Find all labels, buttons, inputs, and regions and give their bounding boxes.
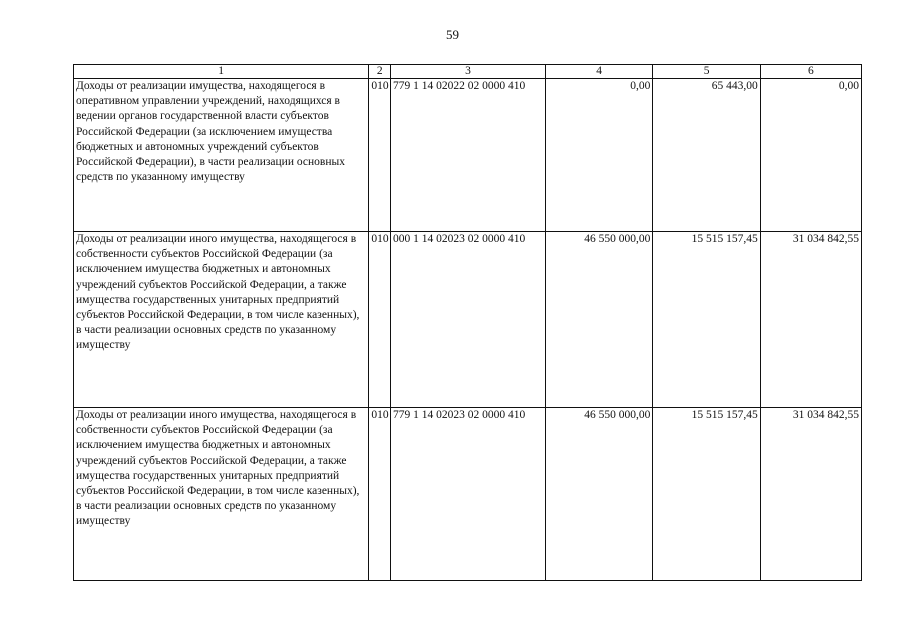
approved-amount: 0,00 [545,79,652,232]
column-header-2: 2 [369,65,391,79]
income-description: Доходы от реализации иного имущества, находящегося в собственности субъектов Российской Федерации (за исключением имущества бюджетных и автономных учреждений субъектов Российской Федерации, а также имущества государственных унитарных предприятий субъектов Российской Федерации, в том числе казенных), в части реализации основных средств по указанному имуществу [74,408,369,581]
column-header-1: 1 [74,65,369,79]
table-row [74,79,862,232]
approved-amount: 46 550 000,00 [545,408,652,581]
income-description: Доходы от реализации иного имущества, находящегося в собственности субъектов Российской Федерации (за исключением имущества бюджетных и автономных учреждений субъектов Российской Федерации, а также имущества государственных унитарных предприятий субъектов Российской Федерации, в том числе казенных), в части реализации основных средств по указанному имуществу [74,232,369,408]
line-code: 010 [369,79,391,232]
line-code: 010 [369,232,391,408]
column-header-5: 5 [653,65,760,79]
executed-amount: 65 443,00 [653,79,760,232]
budget-classification-code: 779 1 14 02022 02 0000 410 [391,79,546,232]
approved-amount: 46 550 000,00 [545,232,652,408]
executed-amount: 15 515 157,45 [653,408,760,581]
budget-classification-code: 000 1 14 02023 02 0000 410 [391,232,546,408]
unexecuted-amount: 31 034 842,55 [760,408,861,581]
column-header-4: 4 [545,65,652,79]
column-header-3: 3 [391,65,546,79]
table-row [74,232,862,408]
report-table [73,64,862,581]
executed-amount: 15 515 157,45 [653,232,760,408]
column-header-6: 6 [760,65,861,79]
line-code: 010 [369,408,391,581]
table-row [74,408,862,581]
column-number-row [74,65,862,79]
income-description: Доходы от реализации имущества, находящегося в оперативном управлении учреждений, находящихся в ведении органов государственной власти субъектов Российской Федерации (за исключением имущества бюджетных и автономных учреждений субъектов Российской Федерации), в части реализации основных средств по указанному имуществу [74,79,369,232]
page-number: 59 [446,27,459,42]
unexecuted-amount: 31 034 842,55 [760,232,861,408]
budget-classification-code: 779 1 14 02023 02 0000 410 [391,408,546,581]
unexecuted-amount: 0,00 [760,79,861,232]
